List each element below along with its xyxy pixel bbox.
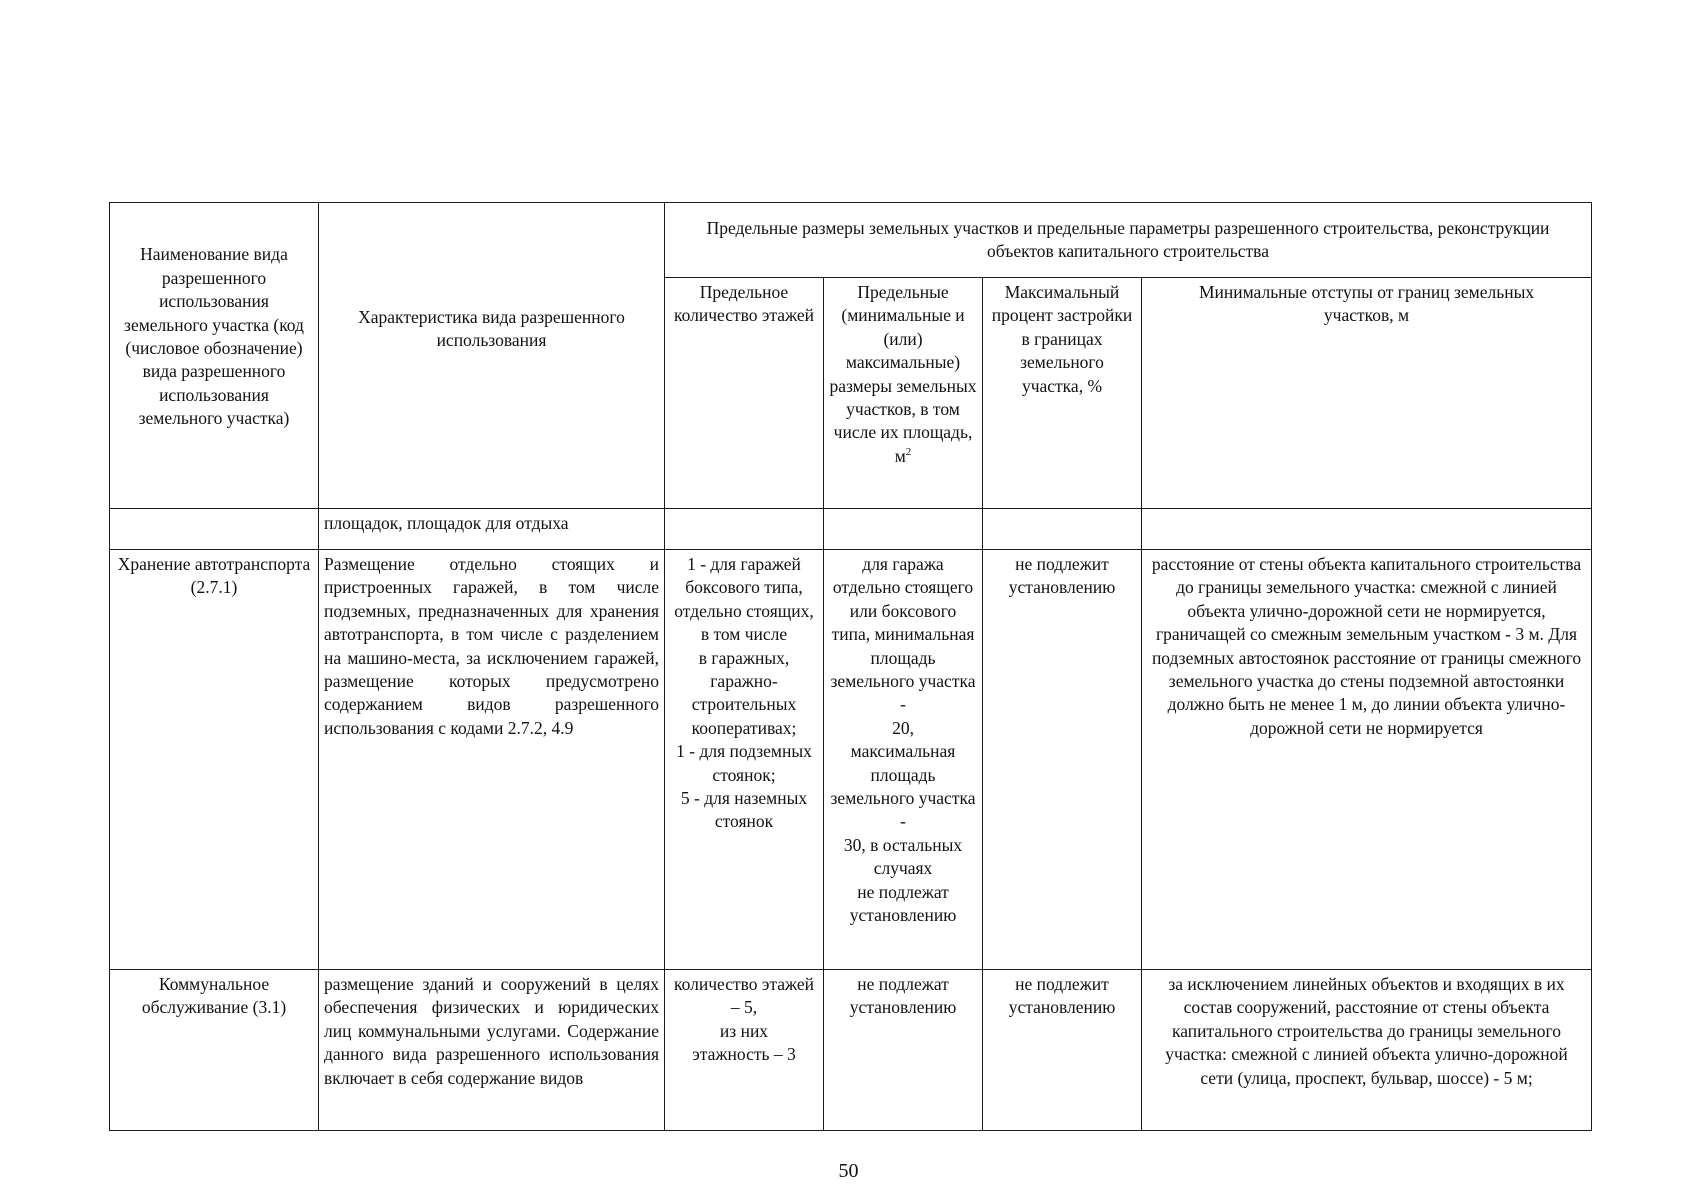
table-row [110,509,1592,550]
cell-text: размещение зданий и сооружений в целях обеспечения физических и юридических лиц коммунальными услугами. Содержание данного вида разрешенного использования включает в себя содержание видов [324,974,659,1088]
cell-text: не подлежит установлению [1008,554,1116,598]
cell-text: площадок, площадок для отдыха [324,513,569,533]
cell-text: не подлежит установлению [1008,974,1116,1018]
cell-coverage [983,509,1142,550]
header-limits-group [665,203,1592,278]
cell-text: Хранение автотранспорта (2.7.1) [117,554,311,598]
cell-coverage [983,550,1142,970]
cell-setbacks [1142,970,1592,1131]
cell-sizes [824,970,983,1131]
cell-text: 1 - для гаражей боксового типа, отдельно стоящих, в том числе в гаражных, гаражно-строительных кооперативах; 1 - для подземных стоянок; 5 - для наземных стоянок [674,554,814,832]
cell-sizes [824,550,983,970]
header-plot-sizes [824,278,983,509]
cell-floors [665,970,824,1131]
cell-description [319,970,665,1131]
table-row [110,550,1592,970]
header-setbacks-text: Минимальные отступы от границ земельных участков, м [1198,282,1535,326]
header-use-name [110,203,319,509]
cell-setbacks [1142,550,1592,970]
header-use-name-text: Наименование вида разрешенного использования земельного участка (код (числовое обозначение) вида разрешенного использования земельного участка) [124,244,304,429]
header-coverage [983,278,1142,509]
page-number: 50 [838,1160,859,1182]
header-use-description [319,203,665,509]
cell-sizes [824,509,983,550]
cell-setbacks [1142,509,1592,550]
land-use-table [109,202,1592,1131]
header-coverage-text: Максимальный процент застройки в границах земельного участка, % [991,282,1133,396]
table-row [110,970,1592,1131]
header-plot-sizes-text: Предельные (минимальные и (или) максимальные) размеры земельных участков, в том числе их площадь, м [829,282,977,466]
cell-text: Размещение отдельно стоящих и пристроенных гаражей, в том числе подземных, предназначенных для хранения автотранспорта, в том числе с разделением на машино-места, за исключением гаражей, размещение которых предусмотрено содержанием видов разрешенного использования с кодами 2.7.2, 4.9 [324,554,659,738]
cell-description [319,509,665,550]
cell-text: количество этажей – 5, из них этажность – 3 [673,974,815,1065]
header-setbacks [1142,278,1592,509]
header-limits-group-text: Предельные размеры земельных участков и предельные параметры разрешенного строительства, реконструкции объектов капитального строительства [706,217,1550,261]
header-floors [665,278,824,509]
cell-description [319,550,665,970]
cell-use-name [110,509,319,550]
cell-text: Коммунальное обслуживание (3.1) [141,974,287,1018]
cell-floors [665,550,824,970]
cell-floors [665,509,824,550]
cell-coverage [983,970,1142,1131]
cell-text: за исключением линейных объектов и входящих в их состав сооружений, расстояние от стены объекта капитального строительства до границы земельного участка: смежной с линией объекта улично-дорожной сети (улица, проспект, бульвар, шоссе) - 5 м; [1165,974,1568,1088]
header-floors-text: Предельное количество этажей [673,282,815,326]
cell-text: расстояние от стены объекта капитального строительства до границы земельного участка: смежной с линией объекта улично-дорожной сети не нормируется, граничащей со смежным земельным участком - 3 м. Для подземных автостоянок расстояние от границы смежного земельного участка до стены подземной автостоянки должно быть не менее 1 м, до линии объекта улично-дорожной сети не нормируется [1151,554,1582,738]
header-plot-sizes-superscript: 2 [905,446,912,459]
cell-text: для гаража отдельно стоящего или боксового типа, минимальная площадь земельного участка - 20, максимальная площадь земельного участка - 30, в остальных случаях не подлежат установлению [830,554,976,926]
table-header-row-1 [110,203,1592,278]
cell-use-name [110,970,319,1131]
cell-use-name [110,550,319,970]
cell-text: не подлежат установлению [849,974,957,1018]
header-use-description-text: Характеристика вида разрешенного использования [358,306,625,350]
